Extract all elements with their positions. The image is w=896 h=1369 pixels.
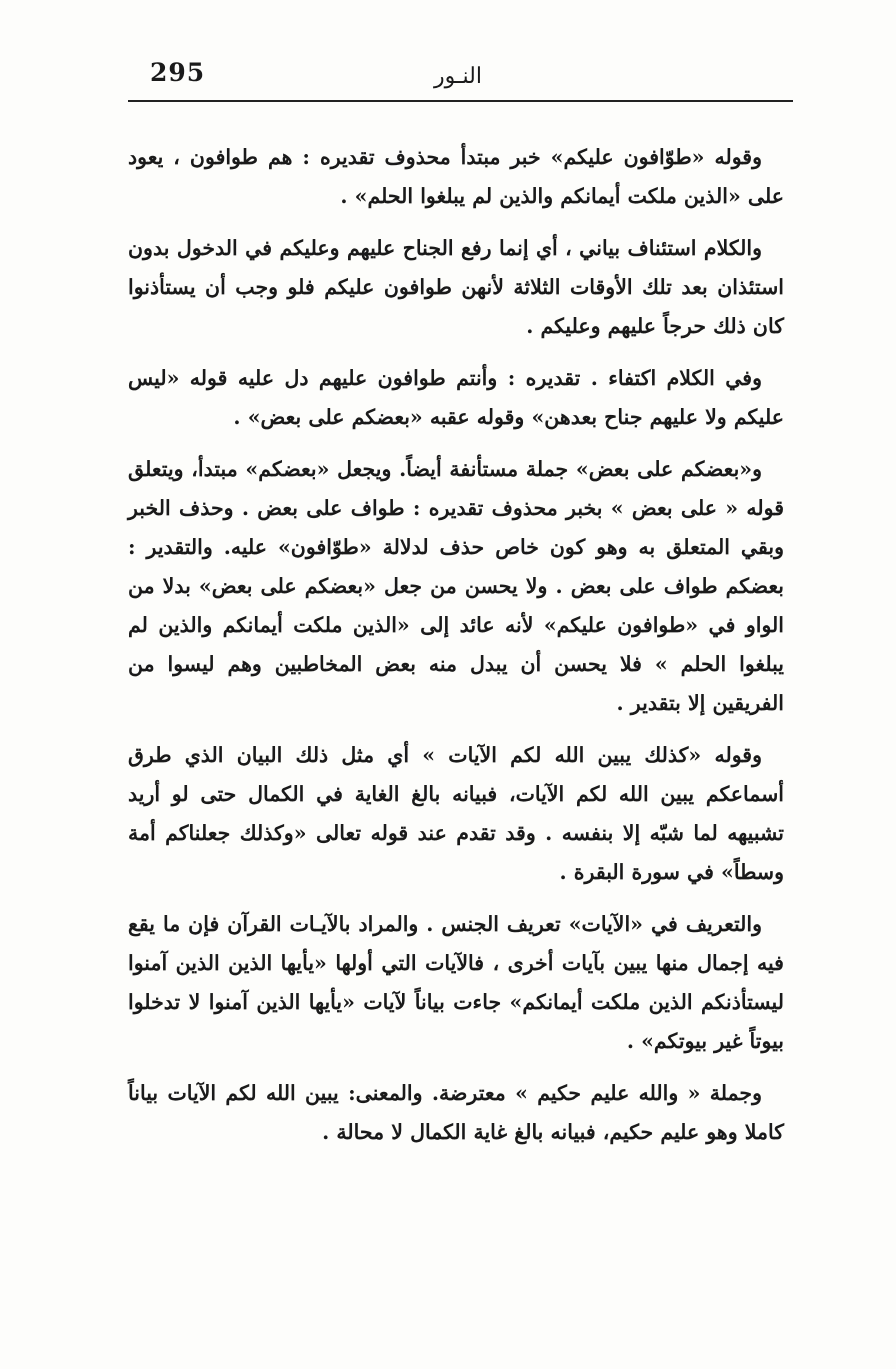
paragraph-7: وجملة « والله عليم حكيم » معترضة. والمعنى: يبين الله لكم الآيات بياناً كاملا وهو عليم حكيم، فبيانه بالغ غاية الكمال لا محالة .	[128, 1081, 784, 1144]
page-body	[128, 138, 784, 1165]
paragraph-3: وفي الكلام اكتفاء . تقديره : وأنتم طوافون عليهم دل عليه قوله «ليس عليكم ولا عليهم جناح بعدهن» وقوله عقبه «بعضكم على بعض» .	[128, 366, 784, 429]
paragraph-4: و«بعضكم على بعض» جملة مستأنفة أيضاً. ويجعل «بعضكم» مبتدأ، ويتعلق قوله « على بعض » بخبر محذوف تقديره : طواف على بعض . وحذف الخبر وبقي المتعلق به وهو كون خاص حذف لدلالة «طوّافون» عليه. والتقدير : بعضكم طواف على بعض . ولا يحسن من جعل «بعضكم على بعض» بدلا من الواو في «طوافون عليكم» لأنه عائد إلى «الذين ملكت أيمانكم والذين لم يبلغوا الحلم » فلا يحسن أن يبدل منه بعض المخاطبين وهم ليسوا من الفريقين إلا بتقدير .	[128, 457, 784, 715]
paragraph-1: وقوله «طوّافون عليكم» خبر مبتدأ محذوف تقديره : هم طوافون ، يعود على «الذين ملكت أيمانكم والذين لم يبلغوا الحلم» .	[128, 145, 784, 208]
page-number: 295	[150, 58, 206, 87]
paragraph-6: والتعريف في «الآيات» تعريف الجنس . والمراد بالآيـات القرآن فإن ما يقع فيه إجمال منها يبين بآيات أخرى ، فالآيات التي أولها «يأيها الذين الذين آمنوا ليستأذنكم الذين ملكت أيمانكم» جاءت بياناً لآيات «يأيها الذين آمنوا لا تدخلوا بيوتاً غير بيوتكم» .	[128, 912, 784, 1053]
page-header	[128, 58, 793, 100]
paragraph-2: والكلام استئناف بياني ، أي إنما رفع الجناح عليهم وعليكم في الدخول بدون استئذان بعد تلك الأوقات الثلاثة لأنهن طوافون عليكم فلو وجب أن يستأذنوا كان ذلك حرجاً عليهم وعليكم .	[128, 236, 784, 338]
header-divider	[128, 100, 793, 102]
running-title: النـور	[434, 64, 482, 89]
paragraph-5: وقوله «كذلك يبين الله لكم الآيات » أي مثل ذلك البيان الذي طرق أسماعكم يبين الله لكم الآيات، فبيانه بالغ الغاية في الكمال حتى لو أريد تشبيهه لما شبّه إلا بنفسه . وقد تقدم عند قوله تعالى «وكذلك جعلناكم أمة وسطاً» في سورة البقرة .	[128, 743, 784, 884]
